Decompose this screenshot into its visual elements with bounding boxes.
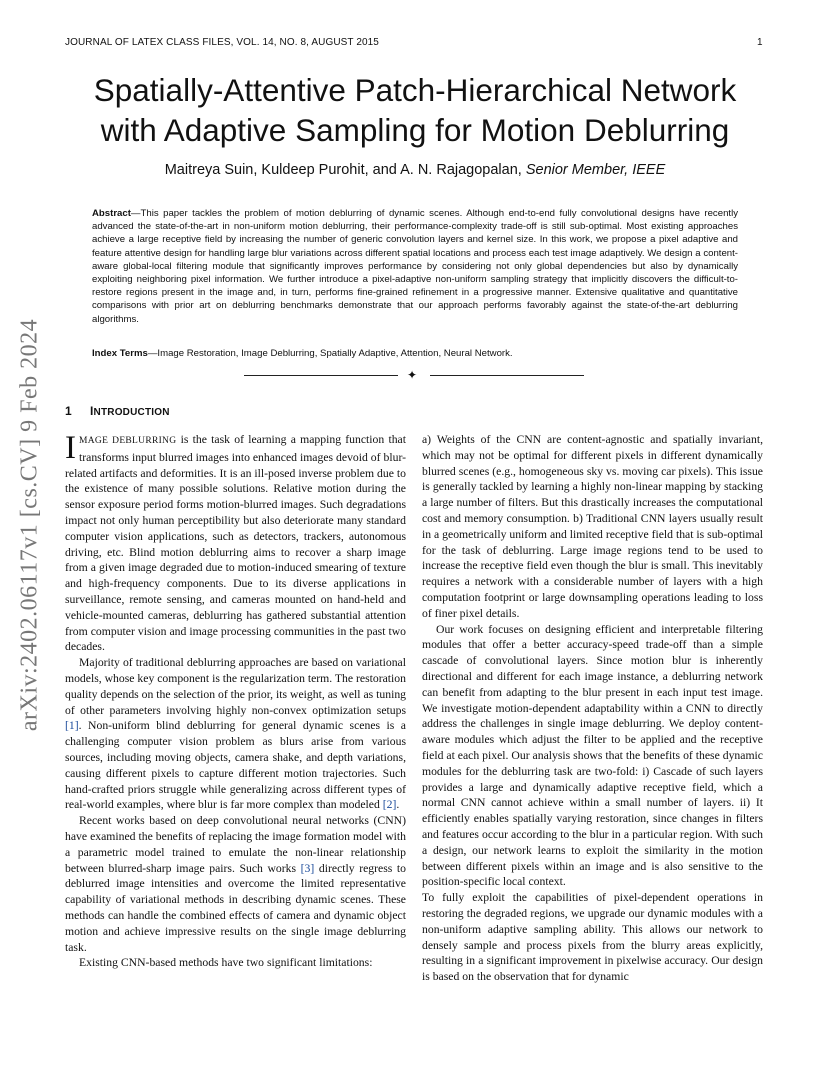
drop-cap: I — [65, 430, 76, 466]
section-heading — [65, 404, 170, 418]
paragraph-text: . — [396, 798, 400, 812]
divider-line-right — [430, 375, 584, 376]
author-role: Senior Member, IEEE — [525, 162, 666, 178]
paragraph-text: is the task of learning a mapping function that transforms input blurred images into enhanced images devoid of blur-related artifacts and deformities. It is an ill-posed inverse problem due to the existence of many possible solutions. Relative motion during the sensor exposure period forms motion-blurred images. Such degradations impact not only human perceptibility but also deteriorate many standard computer vision applications, such as detectors, trackers, autonomous driving, etc. Blind motion deblurring aims to recover a sharp image from a given image degraded due to motion-induced smearing of texture and high-frequency components. Due to its diverse applications in surveillance, remote sensing, and cameras mounted on hand-held and vehicle-mounted cameras, deblurring has gathered substantial attention from computer vision and image processing communities in the past two decades. — [65, 433, 406, 654]
paragraph-text: . Non-uniform blind deblurring for general dynamic scenes is a challenging computer vision problem as blurs arise from various sources, including moving objects, camera shake, and depth variations, causing different pixels to capture different motion trajectories. Such hand-crafted priors struggle while generalizing across different types of real-world examples, where blur is far more complex than modeled — [65, 719, 406, 812]
page-number: 1 — [757, 37, 763, 48]
author-names: Maitreya Suin, Kuldeep Purohit, and A. N. Rajagopalan, — [164, 162, 522, 178]
paragraph — [65, 655, 406, 813]
index-terms-text: —Image Restoration, Image Deblurring, Spatially Adaptive, Attention, Neural Network. — [147, 348, 513, 359]
citation-link[interactable]: [2] — [382, 798, 397, 812]
paragraph — [65, 813, 406, 955]
index-terms — [92, 347, 738, 360]
abstract-label: Abstract — [92, 208, 131, 219]
arxiv-stamp — [10, 290, 50, 760]
paragraph: Existing CNN-based methods have two significant limitations: — [79, 956, 373, 970]
paragraph: Our work focuses on designing efficient and interpretable filtering modules that offer a better accuracy-speed trade-off than a simple cascade of convolutional layers. Since motion blur is inherently directional and different for each image instance, a deblurring network can benefit from adapting to the blur present in each input test image. We investigate motion-dependent adaptability within a CNN to directly address the challenges in single image deblurring. We deploy content-aware modules which adjust the filter to be applied and the receptive field at each pixel. Our analysis shows that the benefits of these dynamic modules for the deblurring task are two-fold: i) Cascade of such layers provides a large and dynamically adaptive receptive field, which a normal CNN cannot achieve within a small number of layers. ii) It efficiently enables spatially varying restoration, since changes in filters and features occur according to the blur in a particular region. With such a design, our network learns to exploit the similarity in the motion between different pixels within an image and is also sensitive to the position-specific local context. — [422, 622, 763, 889]
index-terms-label: Index Terms — [92, 348, 148, 359]
divider-line-left — [244, 375, 398, 376]
paragraph-text: directly regress to deblurred image intensities and overcome the limited representative capability of variational methods in describing dynamic scenes. These methods can handle the combined effects of camera and dynamic object motion and achieve impressive results on the single image deblurring task. — [65, 861, 406, 954]
citation-link[interactable]: [1] — [65, 719, 79, 733]
paragraph — [65, 432, 406, 655]
abstract — [92, 207, 738, 326]
author-list — [60, 162, 770, 178]
paragraph-text: Recent works based on deep convolutional neural networks (CNN) have examined the benefits of replacing the image formation model with a parametric model trained to emulate the non-linear relationship between blurred-sharp image pairs. Such works — [65, 814, 406, 875]
right-column — [422, 432, 763, 985]
left-column — [65, 432, 406, 971]
paragraph: a) Weights of the CNN are content-agnostic and spatially invariant, which may not be optimal for different pixels in different dynamically blurred scenes (e.g., homogeneous sky vs. moving car pixels). This issue is generally tackled by learning a highly non-linear mapping by stacking a large number of filters. But this drastically increases the computational cost and memory consumption. b) Traditional CNN layers usually result in a geometrically uniform and limited receptive field that is sub-optimal for the task of deblurring. Large image regions tend to be used to increase the receptive field even though the blur is small. This inevitably requires a network with a considerable number of layers with a high computation footprint or large downsampling operations leading to loss of finer pixel details. — [422, 433, 763, 620]
paragraph: To fully exploit the capabilities of pixel-dependent operations in restoring the degraded regions, we upgrade our dynamic modules with a non-uniform adaptive sampling ability. This allows our network to densely sample and process pixels from the blurry areas explicitly, resulting in a significant improvement in pixelwise accuracy. Our design is based on the observation that for dynamic — [422, 891, 763, 984]
opening-smallcaps: MAGE DEBLURRING — [79, 436, 177, 446]
abstract-text: —This paper tackles the problem of motion deblurring of dynamic scenes. Although end-to-end fully convolutional designs have recently advanced the state-of-the-art in non-uniform motion deblurring, their performance-complexity trade-off is still sub-optimal. Most existing approaches achieve a large receptive field by increasing the number of generic convolution layers and kernel size. In this work, we propose a pixel adaptive and feature attentive design for handling large blur variations across different spatial locations and process each test image adaptively. We design a content-aware global-local filtering module that significantly improves performance by considering not only global dependencies but also by dynamically exploiting neighboring pixel information. We further introduce a pixel-adaptive non-uniform sampling strategy that implicitly discovers the difficult-to-restore regions present in the image and, in turn, performs fine-grained refinement in a progressive manner. Extensive qualitative and quantitative comparisons with prior art on deblurring benchmarks demonstrate that our approach performs favorably against the state-of-the-art deblurring algorithms. — [92, 208, 738, 325]
paper-title — [60, 70, 770, 150]
section-number: 1 — [65, 404, 72, 418]
arxiv-identifier: arXiv:2402.06117v1 [cs.CV] 9 Feb 2024 — [16, 318, 43, 732]
section-title-initial: I — [90, 404, 94, 418]
title-line-1: Spatially-Attentive Patch-Hierarchical Network — [93, 72, 737, 108]
title-line-2: with Adaptive Sampling for Motion Deblurring — [100, 112, 730, 148]
paragraph-text: Majority of traditional deblurring approaches are based on variational models, whose key component is the regularization term. The restoration quality depends on the selection of the prior, its weight, as well as tuning of other parameters involving highly non-convex optimization setups — [65, 656, 406, 717]
citation-link[interactable]: [3] — [300, 861, 315, 875]
running-header: JOURNAL OF LATEX CLASS FILES, VOL. 14, NO. 8, AUGUST 2015 — [65, 37, 379, 48]
diamond-ornament-icon: ✦ — [407, 368, 418, 382]
section-divider — [244, 369, 584, 383]
section-title-rest: NTRODUCTION — [93, 407, 170, 418]
